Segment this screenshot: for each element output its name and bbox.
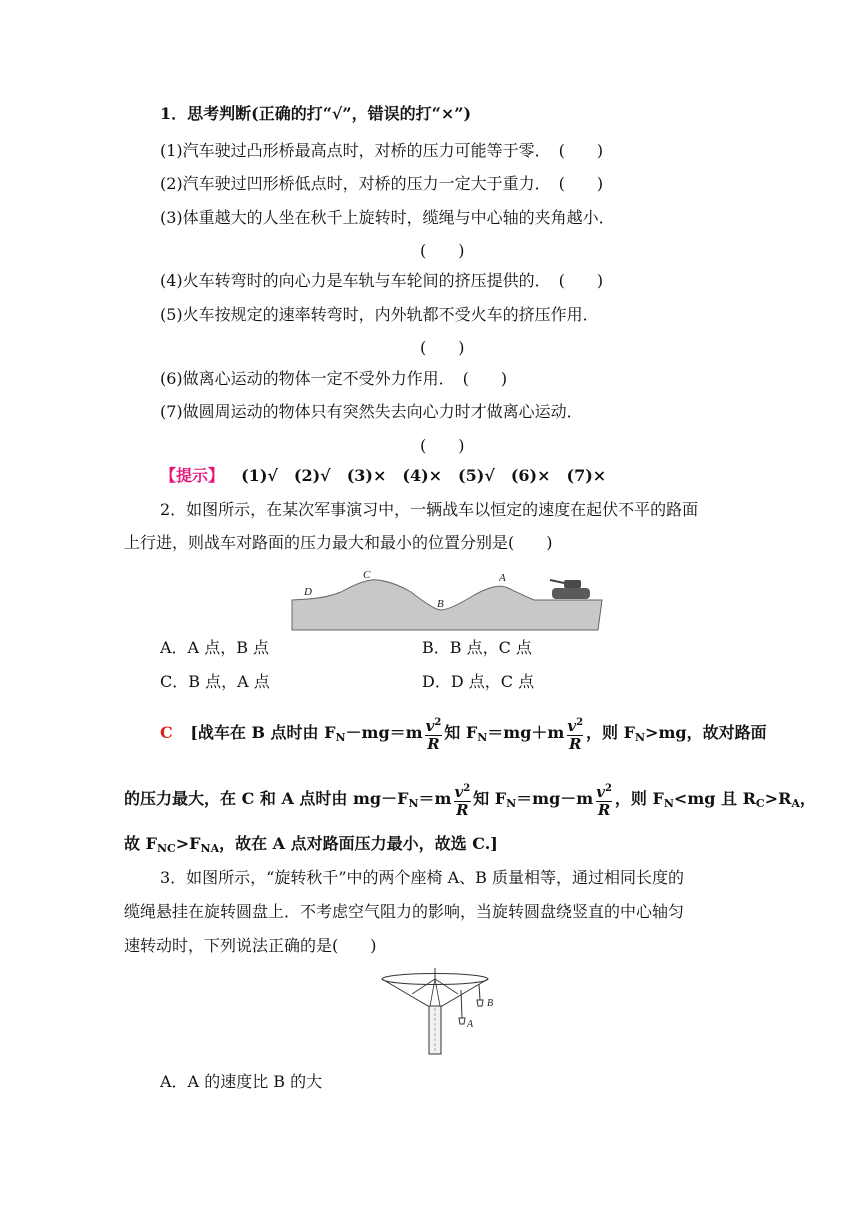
terrain-figure (286, 566, 604, 632)
seat-a (459, 1018, 465, 1024)
q3-stem-line2: 缆绳悬挂在旋转圆盘上．不考虑空气阻力的影响，当旋转圆盘绕竖直的中心轴匀 (124, 902, 685, 921)
seat-b (477, 1000, 483, 1006)
q1-hint (160, 466, 606, 486)
hint-answers: (1)√ (2)√ (3)× (4)× (5)√ (6)× (7)× (241, 466, 607, 485)
q1-item-2: (2)汽车驶过凹形桥低点时，对桥的压力一定大于重力． ( ) (160, 174, 604, 193)
q1-item-1: (1)汽车驶过凸形桥最高点时，对桥的压力可能等于零． ( ) (160, 141, 604, 160)
q2-option-a: A．A 点，B 点 (160, 638, 270, 657)
q1-item-3-blank: ( ) (420, 241, 465, 260)
q1-item-7: (7)做圆周运动的物体只有突然失去向心力时才做离心运动． (160, 402, 583, 421)
q2-solution-line3: 故 $F_{NC}>F_{NA}$，故在 A 点对路面压力最小，故选 C.] (124, 834, 498, 855)
q2-option-d: D．D 点，C 点 (422, 672, 535, 691)
q2-solution-line2: 的压力最大，在 C 和 A 点时由 $mg-F_N=m$ $\frac{v^2}{R}$ 知 $F_N=mg-m$ $\frac{v^2}{R}$ ，则 $F_N<mg$ 且 $R_C>R_A$， (124, 783, 816, 819)
q1-title: 1．思考判断(正确的打“√”，错误的打“×”) (160, 104, 472, 123)
q1-item-5-blank: ( ) (420, 338, 465, 357)
label-C: C (363, 569, 371, 581)
q2-option-c: C．B 点，A 点 (160, 672, 270, 691)
label-A: A (467, 1019, 474, 1030)
q3-stem-line1: 3．如图所示，“旋转秋千”中的两个座椅 A、B 质量相等，通过相同长度的 (160, 868, 685, 887)
q1-item-6: (6)做离心运动的物体一定不受外力作用． ( ) (160, 369, 508, 388)
q2-solution-line1: C [战车在 B 点时由 $F_N-mg=m$ $\frac{v^2}{R}$ 知 $F_N=mg+m$ $\frac{v^2}{R}$ ，则 $F_N>mg$，故对路面 (160, 717, 767, 753)
q1-item-5: (5)火车按规定的速率转弯时，内外轨都不受火车的挤压作用． (160, 305, 599, 324)
tank-icon (550, 580, 590, 599)
q2-stem-line1: 2．如图所示，在某次军事演习中，一辆战车以恒定的速度在起伏不平的路面 (160, 500, 699, 519)
label-D: D (304, 586, 312, 598)
q2-stem-line2: 上行进，则战车对路面的压力最大和最小的位置分别是( ) (124, 533, 553, 552)
label-B: B (437, 598, 444, 610)
label-B: B (487, 998, 494, 1009)
label-A: A (499, 572, 506, 584)
q1-item-7-blank: ( ) (420, 436, 465, 455)
q3-stem-line3: 速转动时，下列说法正确的是( ) (124, 936, 377, 955)
swing-figure (378, 966, 496, 1058)
hint-label: 【提示】 (160, 466, 225, 485)
q3-option-a: A．A 的速度比 B 的大 (160, 1072, 323, 1091)
q2-answer: C (160, 723, 173, 742)
q1-item-4: (4)火车转弯时的向心力是车轨与车轮间的挤压提供的． ( ) (160, 271, 604, 290)
q1-item-3: (3)体重越大的人坐在秋千上旋转时，缆绳与中心轴的夹角越小． (160, 208, 615, 227)
q2-option-b: B．B 点，C 点 (422, 638, 532, 657)
